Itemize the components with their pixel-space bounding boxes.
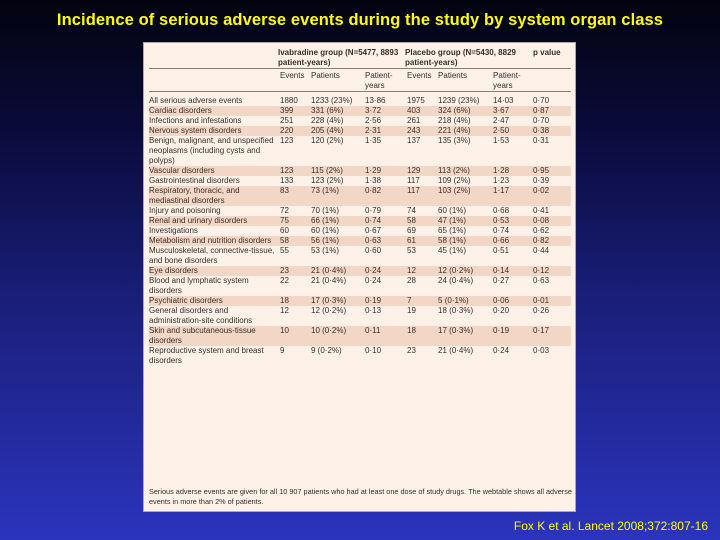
placebo-events: 69 xyxy=(407,226,416,235)
ivabradine-patients: 53 (1%) xyxy=(311,246,340,255)
ivabradine-events: 133 xyxy=(280,176,294,185)
p-value: 0·44 xyxy=(533,246,550,255)
placebo-events: 129 xyxy=(405,166,438,176)
table-row xyxy=(149,206,571,216)
ivabradine-events: 251 xyxy=(280,116,294,125)
ivabradine-events: 220 xyxy=(278,126,311,136)
table-row xyxy=(149,346,571,366)
table-row xyxy=(149,246,571,266)
ivabradine-patients: 115 (2%) xyxy=(311,166,365,176)
table-row xyxy=(149,126,571,136)
row-label: Cardiac disorders xyxy=(149,106,278,116)
p-value: 0·62 xyxy=(533,226,550,235)
row-label: Benign, malignant, and unspecified neoplasms (including cysts and polyps) xyxy=(149,136,274,165)
ivabradine-patients: 21 (0·4%) xyxy=(311,266,365,276)
placebo-events: 261 xyxy=(407,116,421,125)
ivabradine-events: 55 xyxy=(280,246,289,255)
p-value: 0·38 xyxy=(533,126,571,136)
row-label: Respiratory, thoracic, and mediastinal disorders xyxy=(149,186,278,206)
ivabradine-patient-years: 1·38 xyxy=(365,176,382,185)
placebo-patients: 17 (0·3%) xyxy=(438,326,493,346)
row-label: Gastrointestinal disorders xyxy=(149,176,240,185)
ivabradine-patients: 1233 (23%) xyxy=(311,96,353,105)
placebo-patient-years: 0·14 xyxy=(493,266,533,276)
placebo-patients: 103 (2%) xyxy=(438,186,493,206)
placebo-events: 137 xyxy=(407,136,421,145)
ivabradine-patient-years: 0·74 xyxy=(365,216,405,226)
placebo-patient-years: 0·53 xyxy=(493,216,533,226)
table-row xyxy=(149,236,571,246)
placebo-patient-years: 1·28 xyxy=(493,166,533,176)
placebo-patients: 65 (1%) xyxy=(438,226,467,235)
ivabradine-patient-years: 0·24 xyxy=(365,266,405,276)
ivabradine-patient-years: 0·60 xyxy=(365,246,382,255)
p-value: 0·02 xyxy=(533,186,571,206)
placebo-patient-years: 0·06 xyxy=(493,296,533,306)
placebo-patients: 135 (3%) xyxy=(438,136,471,145)
row-label: Vascular disorders xyxy=(149,166,278,176)
placebo-patient-years: 3·67 xyxy=(493,106,533,116)
placebo-patients: 21 (0·4%) xyxy=(438,346,474,355)
placebo-patient-years: 0·51 xyxy=(493,246,510,255)
row-label: Nervous system disorders xyxy=(149,126,278,136)
header-p-value: p value xyxy=(533,48,561,57)
table-row xyxy=(149,216,571,226)
ivabradine-patients: 12 (0·2%) xyxy=(311,306,347,315)
ivabradine-patients: 228 (4%) xyxy=(311,116,344,125)
ivabradine-patients: 70 (1%) xyxy=(311,206,340,215)
placebo-patients: 5 (0·1%) xyxy=(438,296,493,306)
ivabradine-patients: 123 (2%) xyxy=(311,176,344,185)
p-value: 0·87 xyxy=(533,106,571,116)
placebo-patients: 58 (1%) xyxy=(438,236,493,246)
row-label: Injury and poisoning xyxy=(149,206,221,215)
ivabradine-events: 83 xyxy=(278,186,311,206)
placebo-patient-years: 0·19 xyxy=(493,326,533,346)
adverse-events-table xyxy=(149,46,571,366)
ivabradine-patient-years: 0·13 xyxy=(365,306,382,315)
header-blank xyxy=(149,46,278,69)
ivabradine-patient-years: 3·72 xyxy=(365,106,405,116)
table-row xyxy=(149,166,571,176)
ivabradine-events: 123 xyxy=(280,136,294,145)
ivabradine-patient-years: 0·19 xyxy=(365,296,405,306)
row-label: Investigations xyxy=(149,226,198,235)
ivabradine-events: 1880 xyxy=(280,96,298,105)
placebo-patient-years: 2·47 xyxy=(493,116,510,125)
placebo-events: 19 xyxy=(407,306,416,315)
placebo-events: 18 xyxy=(405,326,438,346)
ivabradine-patient-years: 0·79 xyxy=(365,206,382,215)
placebo-events: 243 xyxy=(405,126,438,136)
placebo-patient-years: 0·20 xyxy=(493,306,510,315)
ivabradine-events: 9 xyxy=(280,346,285,355)
subheader-placebo-events: Events xyxy=(405,69,438,92)
citation: Fox K et al. Lancet 2008;372:807-16 xyxy=(513,519,708,533)
ivabradine-patient-years: 0·10 xyxy=(365,346,382,355)
table-row xyxy=(149,116,571,126)
p-value: 0·17 xyxy=(533,326,571,346)
ivabradine-patient-years: 0·11 xyxy=(365,326,405,346)
table-row xyxy=(149,136,571,166)
ivabradine-patients: 331 (6%) xyxy=(311,106,365,116)
placebo-patient-years: 0·74 xyxy=(493,226,510,235)
ivabradine-patient-years: 0·24 xyxy=(365,276,382,285)
placebo-events: 28 xyxy=(407,276,416,285)
subheader-placebo-patients: Patients xyxy=(438,69,493,92)
placebo-events: 23 xyxy=(407,346,416,355)
ivabradine-events: 23 xyxy=(278,266,311,276)
row-label: Infections and infestations xyxy=(149,116,242,125)
row-label: Psychiatric disorders xyxy=(149,296,278,306)
table-row xyxy=(149,326,571,346)
subheader-placebo-patient-years: Patient-years xyxy=(493,69,533,92)
placebo-patients: 218 (4%) xyxy=(438,116,471,125)
placebo-patient-years: 1·17 xyxy=(493,186,533,206)
ivabradine-patient-years: 2·56 xyxy=(365,116,382,125)
table-row xyxy=(149,266,571,276)
adverse-events-table-panel xyxy=(143,42,576,512)
placebo-patients: 109 (2%) xyxy=(438,176,471,185)
slide-title: Incidence of serious adverse events during the study by system organ class xyxy=(56,11,664,29)
placebo-patient-years: 0·68 xyxy=(493,206,510,215)
p-value: 0·82 xyxy=(533,236,571,246)
row-label: Skin and subcutaneous-tissue disorders xyxy=(149,326,278,346)
ivabradine-patients: 120 (2%) xyxy=(311,136,344,145)
placebo-events: 403 xyxy=(405,106,438,116)
ivabradine-patients: 205 (4%) xyxy=(311,126,365,136)
table-row xyxy=(149,276,571,296)
placebo-events: 74 xyxy=(407,206,416,215)
placebo-patient-years: 14·03 xyxy=(493,96,514,105)
ivabradine-events: 123 xyxy=(278,166,311,176)
ivabradine-patient-years: 1·29 xyxy=(365,166,405,176)
placebo-events: 61 xyxy=(405,236,438,246)
ivabradine-events: 399 xyxy=(278,106,311,116)
ivabradine-events: 12 xyxy=(280,306,289,315)
placebo-patient-years: 1·53 xyxy=(493,136,510,145)
row-label: Metabolism and nutrition disorders xyxy=(149,236,278,246)
placebo-events: 7 xyxy=(405,296,438,306)
header-placebo-group: Placebo group (N=5430, 8829 patient-years) xyxy=(405,48,516,67)
placebo-patients: 45 (1%) xyxy=(438,246,467,255)
table-row xyxy=(149,186,571,206)
ivabradine-patient-years: 2·31 xyxy=(365,126,405,136)
ivabradine-events: 72 xyxy=(280,206,289,215)
subheader-p-blank xyxy=(533,69,571,92)
row-label: All serious adverse events xyxy=(149,96,243,105)
subheader-ivabradine-patients: Patients xyxy=(311,69,365,92)
row-label: Blood and lymphatic system disorders xyxy=(149,276,249,295)
placebo-patient-years: 2·50 xyxy=(493,126,533,136)
placebo-patient-years: 0·27 xyxy=(493,276,510,285)
ivabradine-patient-years: 1·35 xyxy=(365,136,382,145)
subheader-blank xyxy=(149,69,278,92)
p-value: 0·03 xyxy=(533,346,550,355)
ivabradine-events: 60 xyxy=(280,226,289,235)
placebo-patients: 60 (1%) xyxy=(438,206,467,215)
subheader-ivabradine-events: Events xyxy=(278,69,311,92)
ivabradine-patient-years: 0·63 xyxy=(365,236,405,246)
p-value: 0·08 xyxy=(533,216,571,226)
table-row xyxy=(149,306,571,326)
ivabradine-patients: 10 (0·2%) xyxy=(311,326,365,346)
table-row xyxy=(149,106,571,116)
ivabradine-patients: 73 (1%) xyxy=(311,186,365,206)
ivabradine-events: 58 xyxy=(278,236,311,246)
table-row xyxy=(149,296,571,306)
placebo-events: 53 xyxy=(407,246,416,255)
p-value: 0·95 xyxy=(533,166,571,176)
table-row xyxy=(149,92,571,107)
ivabradine-events: 10 xyxy=(278,326,311,346)
placebo-patients: 1239 (23%) xyxy=(438,96,480,105)
ivabradine-patient-years: 13·86 xyxy=(365,96,386,105)
table-footnote: Serious adverse events are given for all 10 907 patients who had at least one dose of study drugs. The webtable shows all adverse events in more than 2% of patients. xyxy=(149,487,572,506)
p-value: 0·70 xyxy=(533,116,550,125)
ivabradine-patients: 60 (1%) xyxy=(311,226,340,235)
table-row xyxy=(149,226,571,236)
placebo-patients: 24 (0·4%) xyxy=(438,276,474,285)
p-value: 0·31 xyxy=(533,136,550,145)
placebo-patients: 113 (2%) xyxy=(438,166,493,176)
placebo-patients: 221 (4%) xyxy=(438,126,493,136)
ivabradine-patients: 66 (1%) xyxy=(311,216,365,226)
placebo-patient-years: 1·23 xyxy=(493,176,510,185)
placebo-patients: 47 (1%) xyxy=(438,216,493,226)
p-value: 0·26 xyxy=(533,306,550,315)
table-row xyxy=(149,176,571,186)
placebo-patients: 324 (6%) xyxy=(438,106,493,116)
p-value: 0·12 xyxy=(533,266,571,276)
placebo-patient-years: 0·66 xyxy=(493,236,533,246)
p-value: 0·39 xyxy=(533,176,550,185)
placebo-events: 58 xyxy=(405,216,438,226)
header-ivabradine-group: Ivabradine group (N=5477, 8893 patient-years) xyxy=(278,48,399,67)
p-value: 0·41 xyxy=(533,206,550,215)
ivabradine-patients: 9 (0·2%) xyxy=(311,346,342,355)
p-value: 0·63 xyxy=(533,276,550,285)
ivabradine-patient-years: 0·67 xyxy=(365,226,382,235)
p-value: 0·70 xyxy=(533,96,550,105)
ivabradine-patient-years: 0·82 xyxy=(365,186,405,206)
row-label: Musculoskeletal, connective-tissue, and bone disorders xyxy=(149,246,275,265)
ivabradine-patients: 17 (0·3%) xyxy=(311,296,365,306)
ivabradine-events: 75 xyxy=(278,216,311,226)
placebo-events: 12 xyxy=(405,266,438,276)
placebo-patients: 12 (0·2%) xyxy=(438,266,493,276)
ivabradine-events: 18 xyxy=(278,296,311,306)
placebo-patients: 18 (0·3%) xyxy=(438,306,474,315)
ivabradine-patients: 21 (0·4%) xyxy=(311,276,347,285)
row-label: General disorders and administration-site conditions xyxy=(149,306,253,325)
row-label: Reproductive system and breast disorders xyxy=(149,346,264,365)
subheader-ivabradine-patient-years: Patient-years xyxy=(365,69,405,92)
row-label: Renal and urinary disorders xyxy=(149,216,278,226)
placebo-patient-years: 0·24 xyxy=(493,346,510,355)
row-label: Eye disorders xyxy=(149,266,278,276)
placebo-events: 117 xyxy=(405,186,438,206)
ivabradine-events: 22 xyxy=(280,276,289,285)
adverse-events-table-body xyxy=(149,92,571,367)
ivabradine-patients: 56 (1%) xyxy=(311,236,365,246)
placebo-events: 117 xyxy=(407,176,420,185)
p-value: 0·01 xyxy=(533,296,571,306)
placebo-events: 1975 xyxy=(407,96,425,105)
